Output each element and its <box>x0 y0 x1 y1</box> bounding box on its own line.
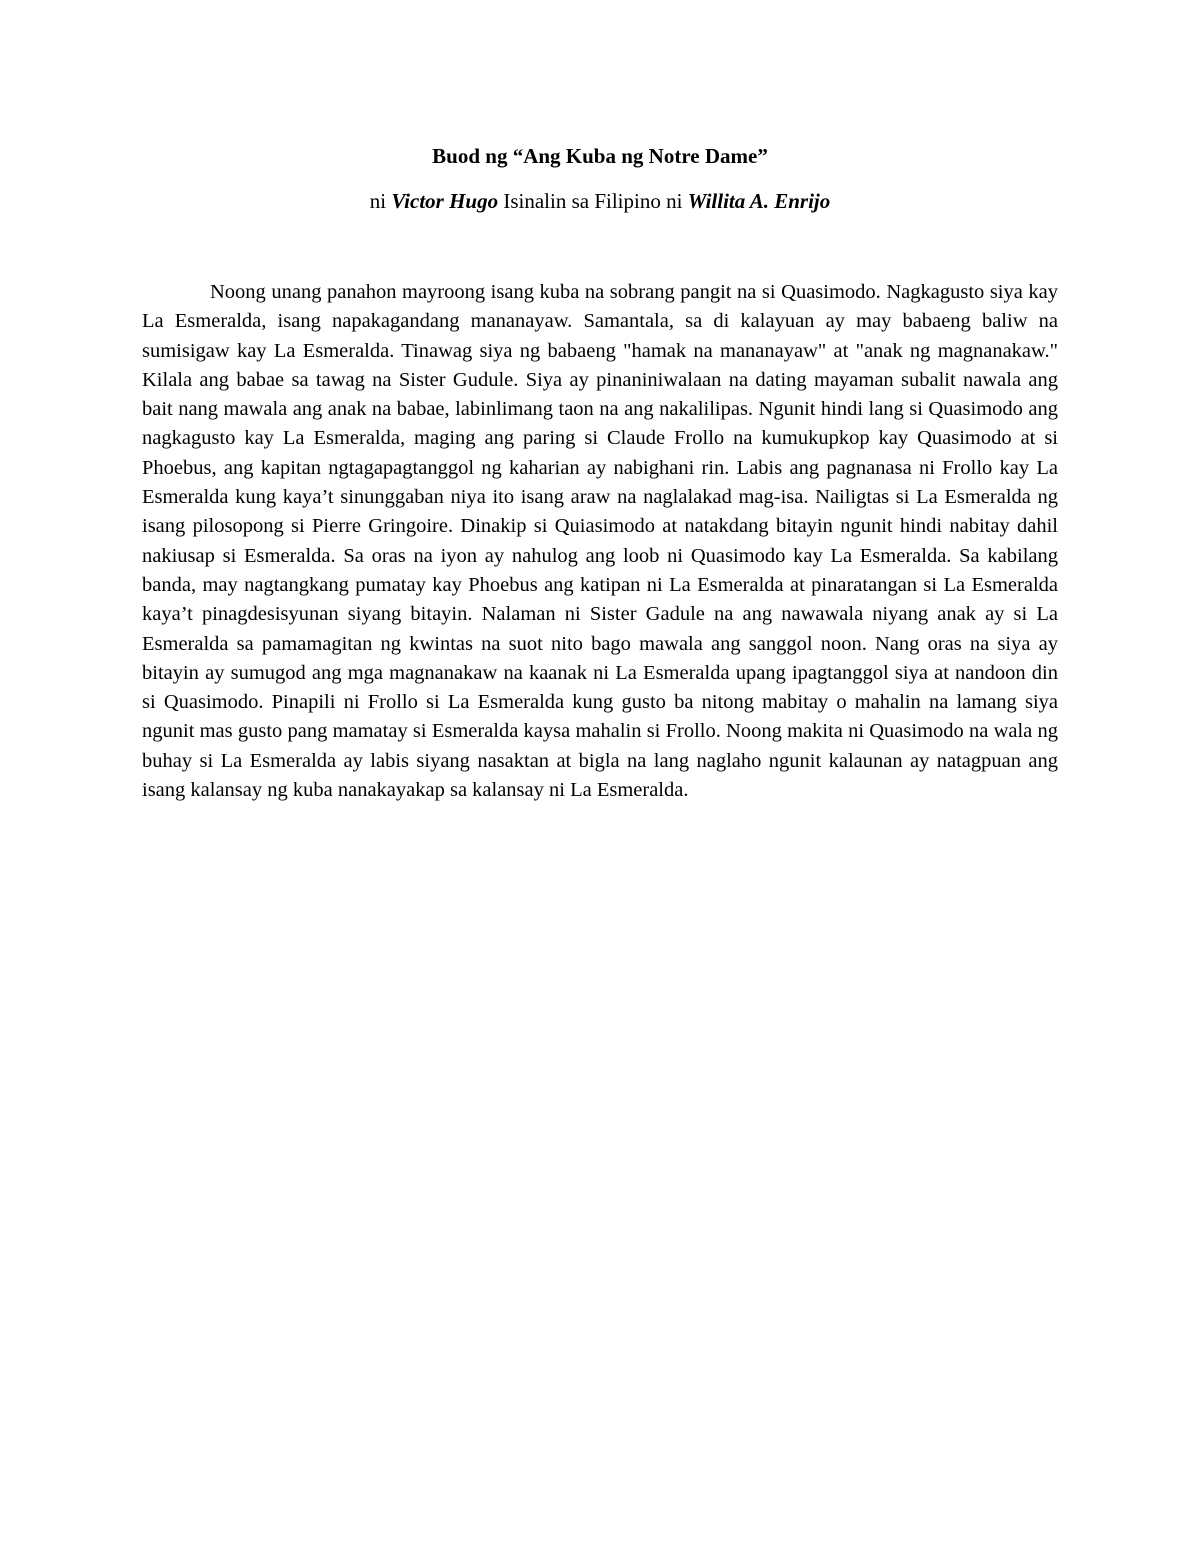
byline <box>0 187 1200 215</box>
translator-name: Willita A. Enrijo <box>687 189 831 213</box>
document-title: Buod ng “Ang Kuba ng Notre Dame” <box>432 144 768 168</box>
summary-paragraph: Noong unang panahon mayroong isang kuba na sobrang pangit na si Quasimodo. Nagkagusto siya kay La Esmeralda, isang napakagandang mananayaw. Samantala, sa di kalayuan ay may babaeng baliw na sumisigaw kay La Esmeralda. Tinawag siya ng babaeng "hamak na mananayaw" at "anak ng magnanakaw." Kilala ang babae sa tawag na Sister Gudule. Siya ay pinaniniwalaan na dating mayaman subalit nawala ang bait nang mawala ang anak na babae, labinlimang taon na ang nakalilipas. Ngunit hindi lang si Quasimodo ang nagkagusto kay La Esmeralda, maging ang paring si Claude Frollo na kumukupkop kay Quasimodo at si Phoebus, ang kapitan ngtagapagtanggol ng kaharian ay nabighani rin. Labis ang pagnanasa ni Frollo kay La Esmeralda kung kaya’t sinunggaban niya ito isang araw na naglalakad mag-isa. Nailigtas si La Esmeralda ng isang pilosopong si Pierre Gringoire. Dinakip si Quiasimodo at natakdang bitayin ngunit hindi nabitay dahil nakiusap si Esmeralda. Sa oras na iyon ay nahulog ang loob ni Quasimodo kay La Esmeralda. Sa kabilang banda, may nagtangkang pumatay kay Phoebus ang katipan ni La Esmeralda at pinaratangan si La Esmeralda kaya’t pinagdesisyunan siyang bitayin. Nalaman ni Sister Gadule na ang nawawala niyang anak ay si La Esmeralda sa pamamagitan ng kwintas na suot nito bago mawala ang sanggol noon. Nang oras na siya ay bitayin ay sumugod ang mga magnanakaw na kaanak ni La Esmeralda upang ipagtanggol siya at nandoon din si Quasimodo. Pinapili ni Frollo si La Esmeralda kung gusto ba nitong mabitay o mahalin na lamang siya ngunit mas gusto pang mamatay si Esmeralda kaysa mahalin si Frollo. Noong makita ni Quasimodo na wala ng buhay si La Esmeralda ay labis siyang nasaktan at bigla na lang naglaho ngunit kalaunan ay natagpuan ang isang kalansay ng kuba nanakayakap sa kalansay ni La Esmeralda. <box>142 281 1058 802</box>
byline-middle: Isinalin sa Filipino ni <box>503 189 683 213</box>
author-name: Victor Hugo <box>391 189 499 213</box>
byline-prefix: ni <box>369 189 387 213</box>
